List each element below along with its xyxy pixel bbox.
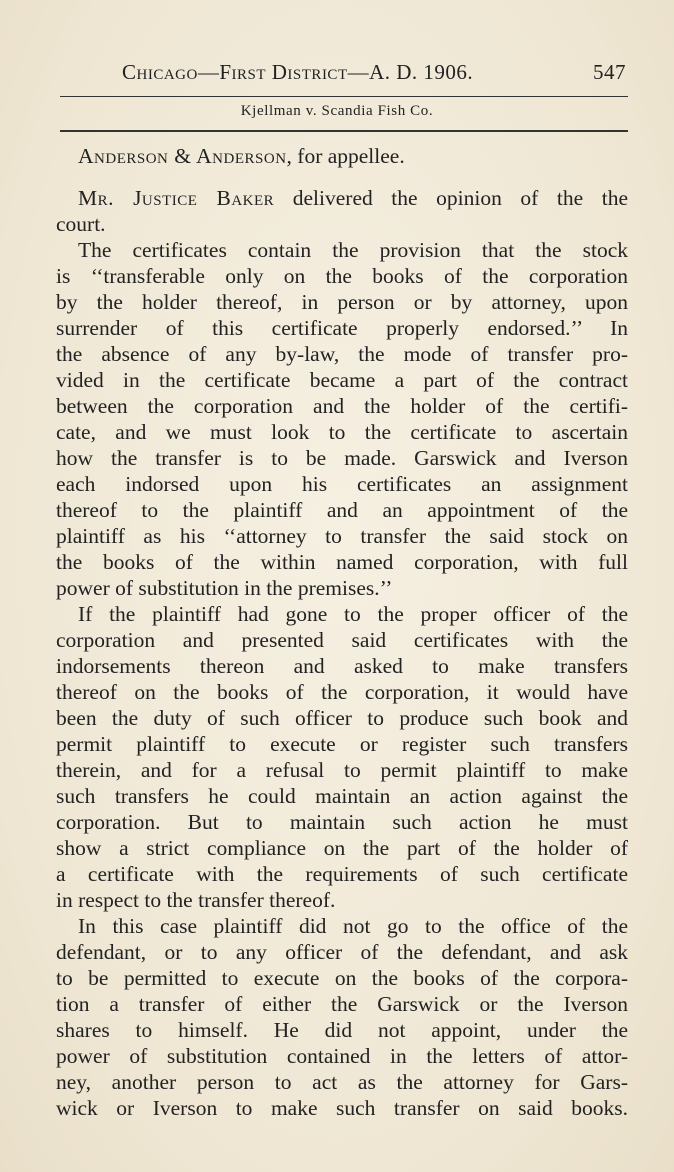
text-line: between the corporation and the holder of the certifi- [56,394,628,418]
text-line: therein, and for a refusal to permit plaintiff to make [56,758,628,782]
text-line: corporation. But to maintain such action he must [56,810,628,834]
running-head [60,58,630,88]
text-line: permit plaintiff to execute or register such transfers [56,732,628,756]
counsel-role: , for appellee. [286,144,405,168]
text-line: such transfers he could maintain an action against the [56,784,628,808]
text-line: the absence of any by-law, the mode of transfer pro- [56,342,628,366]
text-line: plaintiff as his ‘‘attorney to transfer the said stock on [56,524,628,548]
judge-name: Mr. Justice Baker [78,186,275,210]
counsel-line [56,143,628,169]
opinion-intro-line: Mr. Justice Baker delivered the opinion of the the [78,186,628,210]
header-rule [60,96,628,97]
text-line: the books of the within named corporation, with full [56,550,628,574]
text-line: a certificate with the requirements of such certificate [56,862,628,886]
text-line: how the transfer is to be made. Garswick and Iverson [56,446,628,470]
text-line: cate, and we must look to the certificate to ascertain [56,420,628,444]
paragraph-3 [56,913,628,1121]
text-line: In this case plaintiff did not go to the office of the [78,914,628,938]
text-line: power of substitution contained in the letters of attor- [56,1044,628,1068]
text-line: vided in the certificate became a part of the contract [56,368,628,392]
text-line: by the holder thereof, in person or by attorney, upon [56,290,628,314]
text-line: been the duty of such officer to produce such book and [56,706,628,730]
paragraph-2 [56,601,628,913]
text-line: The certificates contain the provision that the stock [78,238,628,262]
text-line: thereof to the plaintiff and an appointment of the [56,498,628,522]
counsel-names: Anderson & Anderson [78,144,287,168]
section-gap [56,169,628,185]
text-line: in respect to the transfer thereof. [56,888,336,912]
text-line: wick or Iverson to make such transfer on said books. [56,1096,628,1120]
text-line: is ‘‘transferable only on the books of the corporation [56,264,628,288]
text-line: ney, another person to act as the attorney for Gars- [56,1070,628,1094]
text-line: each indorsed upon his certificates an assignment [56,472,628,496]
caption-rule [60,130,628,132]
text-line: indorsements thereon and asked to make transfers [56,654,628,678]
text-line: to be permitted to execute on the books of the corpora- [56,966,628,990]
text-line: corporation and presented said certificates with the [56,628,628,652]
opinion-body [56,143,628,1121]
running-title: Chicago—First District—A. D. 1906. [122,60,474,84]
text-line: power of substitution in the premises.’’ [56,576,393,600]
opinion-intro-rest: delivered the opinion of the [274,186,584,210]
paragraph-1 [56,237,628,601]
page-number: 547 [593,60,626,84]
text-line: If the plaintiff had gone to the proper officer of the [78,602,628,626]
text-line: tion a transfer of either the Garswick or the Iverson [56,992,628,1016]
case-caption: Kjellman v. Scandia Fish Co. [240,103,434,119]
text-line: show a strict compliance on the part of the holder of [56,836,628,860]
text-line: defendant, or to any officer of the defendant, and ask [56,940,628,964]
text-line: thereof on the books of the corporation, it would have [56,680,628,704]
text-line: surrender of this certificate properly endorsed.’’ In [56,316,628,340]
opinion-intro-line-2: court. [56,212,106,236]
text-line: shares to himself. He did not appoint, under the [56,1018,628,1042]
